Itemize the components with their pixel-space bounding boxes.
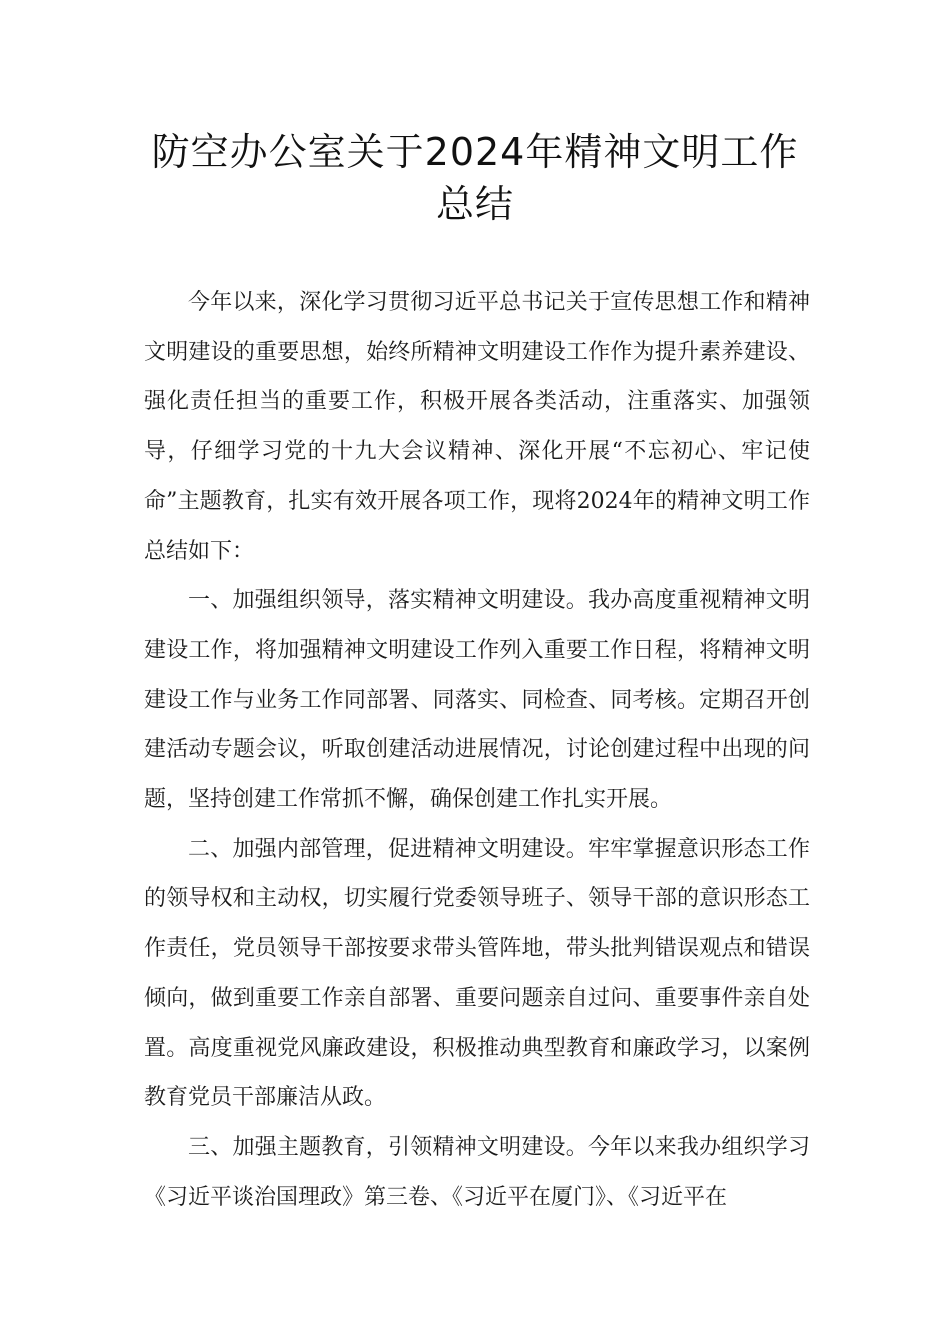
paragraph-intro: 今年以来，深化学习贯彻习近平总书记关于宣传思想工作和精神文明建设的重要思想，始终所精神文明建设工作作为提升素养建设、强化责任担当的重要工作，积极开展各类活动，注重落实、加强领导，仔细学习党的十九大会议精神、深化开展“不忘初心、牢记使命”主题教育，扎实有效开展各项工作，现将2024年的精神文明工作总结如下： (144, 290, 810, 564)
paragraph-section-3: 三、加强主题教育，引领精神文明建设。今年以来我办组织学习《习近平谈治国理政》第三卷、《习近平在厦门》、《习近平在 (144, 1134, 810, 1210)
document-title-line-1: 防空办公室关于2024年精神文明工作 (151, 130, 799, 174)
document-title (120, 126, 830, 230)
document-title-line-2: 总结 (435, 182, 514, 226)
paragraph-section-1: 一、加强组织领导，落实精神文明建设。我办高度重视精神文明建设工作，将加强精神文明建设工作列入重要工作日程，将精神文明建设工作与业务工作同部署、同落实、同检查、同考核。定期召开创建活动专题会议，听取创建活动进展情况，讨论创建过程中出现的问题，坚持创建工作常抓不懈，确保创建工作扎实开展。 (144, 588, 810, 813)
paragraph-section-2: 二、加强内部管理，促进精神文明建设。牢牢掌握意识形态工作的领导权和主动权，切实履行党委领导班子、领导干部的意识形态工作责任，党员领导干部按要求带头管阵地，带头批判错误观点和错误倾向，做到重要工作亲自部署、重要问题亲自过问、重要事件亲自处置。高度重视党风廉政建设，积极推动典型教育和廉政学习，以案例教育党员干部廉洁从政。 (144, 836, 810, 1111)
document-body (144, 278, 810, 1222)
